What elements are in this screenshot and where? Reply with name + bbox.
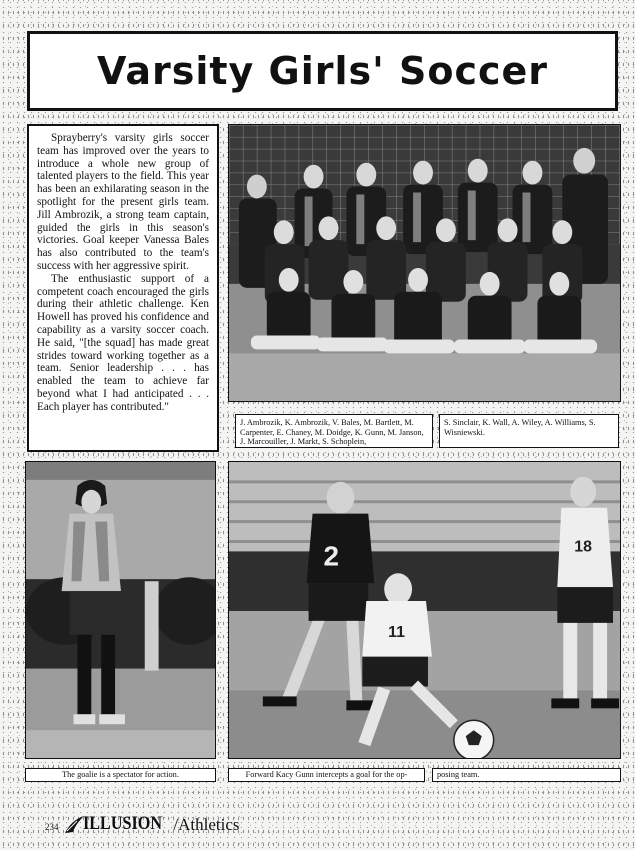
goalie-caption: The goalie is a spectator for action. xyxy=(25,768,216,782)
story-paragraph-2: The enthusiastic support of a competent coach encouraged the girls during their athletic challenge. Ken Howell has proved his confidence and capability as a varsity soccer coach. He said, "[the squad] has made great strides toward working together as a team. Senior leadership . . . has enabled the team to achieve far beyond what I had anticipated . . . Each player has contributed." xyxy=(37,272,209,413)
jersey-number-2: 2 xyxy=(323,540,340,572)
team-caption-right: S. Sinclair, K. Wall, A. Wiley, A. Williams, S. Wisniewski. xyxy=(439,414,619,448)
action-photo xyxy=(228,461,621,759)
goalie-photo xyxy=(25,461,216,759)
yearbook-logo xyxy=(63,813,176,835)
page-title-box xyxy=(27,31,618,111)
team-photo-illustration xyxy=(229,125,620,401)
goalie-photo-illustration xyxy=(26,462,215,758)
action-photo-illustration xyxy=(229,462,620,758)
page-title: Varsity Girls' Soccer xyxy=(96,49,549,93)
team-photo xyxy=(228,124,621,402)
story-paragraph-1: Sprayberry's varsity girls soccer team has improved over the years to introduce a whole new group of talented players to the field. This year has been an exhilarating season in the spotlight for the present girls team. Jill Ambrozik, a strong team captain, guided the girls in this season's victories. Goal keeper Vanessa Bales has also contributed to the team's success with her aggressive spirit. xyxy=(37,132,209,272)
jersey-number-11: 11 xyxy=(388,623,406,641)
page-number: 234 xyxy=(45,822,59,832)
action-caption-right: posing team. xyxy=(432,768,621,782)
feather-icon xyxy=(63,815,85,835)
logo-wordmark: ILLUSION xyxy=(82,813,162,834)
jersey-number-18: 18 xyxy=(574,538,592,556)
section-label: /Athletics xyxy=(173,815,240,834)
team-caption-left: J. Ambrozik, K. Ambrozik, V. Bales, M. Bartlett, M. Carpenter, E. Chaney, M. Doidge, K. Gunn, M. Janson, J. Marcouiller, J. Markt, S. Schoplein, xyxy=(235,414,433,448)
story-text-box xyxy=(27,124,219,452)
page-footer xyxy=(45,811,345,835)
action-caption-left: Forward Kacy Gunn intercepts a goal for the op- xyxy=(228,768,425,782)
